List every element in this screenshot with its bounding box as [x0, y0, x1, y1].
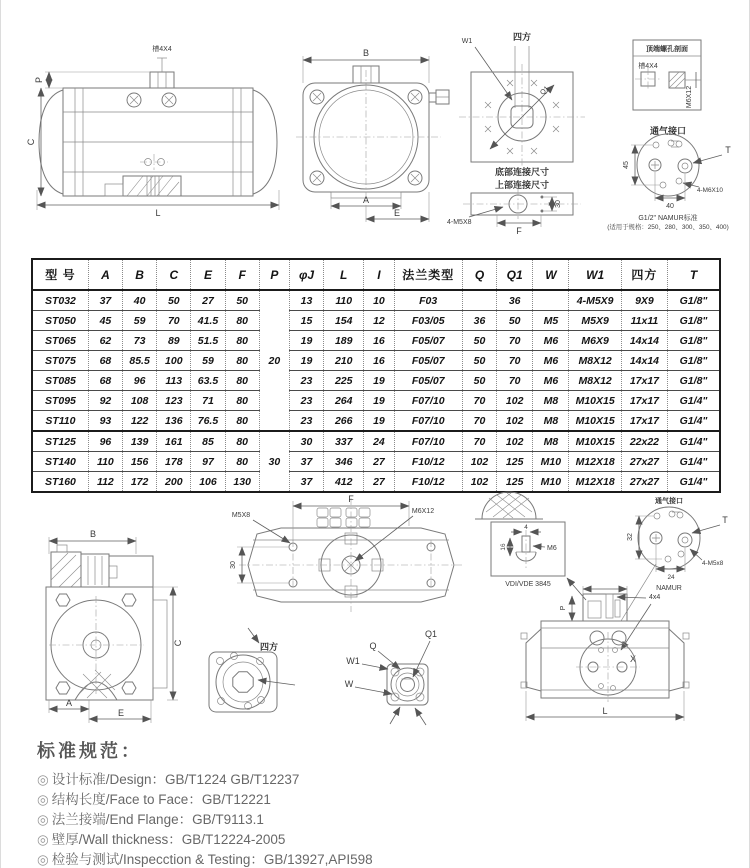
standard-item-text: 壁厚/Wall thickness：GB/T12224-2005: [51, 832, 286, 847]
table-cell: 27x27: [621, 472, 667, 493]
vdi-caption: VDI/VDE 3845: [505, 581, 551, 588]
table-cell: 264: [324, 391, 364, 411]
dim-label-30b: 30: [230, 561, 237, 569]
dim-label-b2: B: [89, 529, 97, 539]
namur-caption: NAMUR: [656, 585, 682, 592]
bullet-icon: ◎: [37, 772, 49, 787]
table-cell: 19: [364, 411, 394, 432]
table-header-cell: B: [123, 259, 157, 290]
table-cell: 89: [157, 331, 191, 351]
table-cell: 113: [157, 371, 191, 391]
table-cell: 97: [191, 452, 225, 472]
m5x8-label: M5X8: [231, 512, 251, 519]
t-port-label-2: T: [722, 515, 728, 525]
square-drive-view: [209, 628, 295, 712]
dim-label-45: 45: [623, 161, 630, 169]
bullet-icon: ◎: [37, 852, 49, 867]
standard-item: [37, 790, 373, 810]
table-cell: [462, 290, 496, 311]
table-cell: 16: [364, 331, 394, 351]
table-cell: 50: [225, 290, 259, 311]
table-cell: 36: [497, 290, 533, 311]
table-cell: 50: [462, 371, 496, 391]
standard-item: [37, 810, 373, 830]
table-cell: 110: [88, 452, 122, 472]
table-cell: 130: [225, 472, 259, 493]
section-box-title: 顶端螺孔剖面: [646, 46, 688, 53]
table-cell: 59: [123, 311, 157, 331]
table-cell: 24: [364, 431, 394, 452]
standard-item: [37, 830, 373, 850]
table-row: [32, 391, 720, 411]
table-cell: ST085: [32, 371, 88, 391]
table-header-cell: W: [533, 259, 569, 290]
table-row: [32, 351, 720, 371]
table-header-cell: F: [225, 259, 259, 290]
table-cell: 27: [364, 472, 394, 493]
table-cell: 80: [225, 371, 259, 391]
table-cell: G1/8": [668, 290, 720, 311]
table-cell: 27x27: [621, 452, 667, 472]
p-group-cell: 20: [259, 290, 289, 431]
middle-drawings: [1, 486, 750, 740]
namur-vent-view: [621, 496, 728, 621]
actuator-top-view: [230, 494, 463, 612]
standard-item-text: 设计标准/Design：GB/T1224 GB/T12237: [51, 772, 300, 787]
table-cell: F05/07: [394, 351, 462, 371]
table-cell: M5: [533, 311, 569, 331]
table-cell: M12X18: [569, 472, 621, 493]
table-cell: G1/4": [668, 452, 720, 472]
table-cell: 92: [88, 391, 122, 411]
table-cell: 80: [225, 452, 259, 472]
table-cell: F10/12: [394, 472, 462, 493]
table-cell: 156: [123, 452, 157, 472]
table-header-cell: C: [157, 259, 191, 290]
table-cell: 73: [123, 331, 157, 351]
table-cell: 85.5: [123, 351, 157, 371]
table-cell: M6: [533, 351, 569, 371]
table-header-cell: A: [88, 259, 122, 290]
table-cell: M5X9: [569, 311, 621, 331]
standards-section: [37, 737, 373, 868]
table-cell: 50: [462, 331, 496, 351]
table-cell: 23: [289, 411, 323, 432]
table-cell: ST050: [32, 311, 88, 331]
table-cell: ST160: [32, 472, 88, 493]
vdi-vde-detail: [475, 492, 586, 600]
table-cell: 14x14: [621, 351, 667, 371]
table-cell: 45: [88, 311, 122, 331]
table-cell: 266: [324, 411, 364, 432]
table-cell: 9X9: [621, 290, 667, 311]
table-cell: G1/8": [668, 311, 720, 331]
table-cell: M10: [533, 452, 569, 472]
table-cell: 123: [157, 391, 191, 411]
table-cell: 14x14: [621, 331, 667, 351]
output-flange-view: [345, 629, 437, 725]
table-cell: 125: [497, 472, 533, 493]
table-cell: 30: [289, 431, 323, 452]
table-cell: 80: [225, 331, 259, 351]
table-cell: 70: [497, 351, 533, 371]
standard-item-text: 结构长度/Face to Face：GB/T12221: [51, 792, 271, 807]
bolt-spec-label: 4-M5X8: [447, 219, 472, 226]
table-cell: 108: [123, 391, 157, 411]
dim-label-a2: A: [65, 698, 73, 708]
table-cell: 93: [88, 411, 122, 432]
table-header-cell: 四方: [621, 259, 667, 290]
dim-label-l2: L: [602, 706, 608, 716]
table-cell: 63.5: [191, 371, 225, 391]
table-cell: M8: [533, 411, 569, 432]
table-cell: 70: [462, 391, 496, 411]
table-cell: ST140: [32, 452, 88, 472]
table-cell: 102: [497, 431, 533, 452]
table-cell: M10X15: [569, 391, 621, 411]
table-cell: G1/4": [668, 391, 720, 411]
sifang-label: 四方: [512, 32, 532, 42]
table-cell: 70: [462, 411, 496, 432]
top-connection-view: [447, 179, 581, 236]
top-thread-section-box: [633, 40, 701, 110]
x-label: X: [629, 654, 637, 664]
table-cell: 136: [157, 411, 191, 432]
dim-label-40: 40: [666, 203, 674, 210]
table-cell: 37: [88, 290, 122, 311]
table-cell: 40: [123, 290, 157, 311]
table-cell: 85: [191, 431, 225, 452]
table-cell: 17x17: [621, 391, 667, 411]
table-cell: 200: [157, 472, 191, 493]
dim-label-30: 30: [555, 200, 562, 208]
actuator-end-view: [46, 529, 183, 723]
table-cell: 102: [497, 411, 533, 432]
slot-dim-label: 槽4X4: [152, 46, 172, 53]
table-cell: 27: [364, 452, 394, 472]
m6x12-label: M6X12: [411, 508, 435, 515]
table-cell: M10X15: [569, 431, 621, 452]
dim-label-p2: P: [560, 605, 567, 611]
bottom-connection-view: [459, 31, 585, 177]
dim-label-a: A: [362, 195, 370, 205]
w1-label: W1: [461, 38, 473, 45]
table-cell: 70: [497, 331, 533, 351]
table-cell: M10: [533, 472, 569, 493]
vent-caption-2: (适用于规格：250、280、300、350、400): [607, 224, 729, 231]
dim-label-l: L: [155, 208, 161, 218]
table-cell: 19: [289, 331, 323, 351]
vdi-dim-16: 16: [500, 543, 507, 551]
table-cell: ST110: [32, 411, 88, 432]
table-cell: 178: [157, 452, 191, 472]
table-cell: [533, 290, 569, 311]
actuator-side-view-2: [521, 586, 689, 721]
table-cell: 96: [123, 371, 157, 391]
actuator-side-view: [26, 44, 279, 218]
table-cell: 112: [88, 472, 122, 493]
table-cell: 19: [289, 351, 323, 371]
table-header-cell: E: [191, 259, 225, 290]
table-cell: 80: [225, 431, 259, 452]
dim-label-p: P: [34, 76, 44, 84]
standard-item: [37, 770, 373, 790]
table-cell: 36: [462, 311, 496, 331]
table-cell: G1/8": [668, 331, 720, 351]
table-cell: 68: [88, 371, 122, 391]
table-cell: 22x22: [621, 431, 667, 452]
table-cell: 23: [289, 391, 323, 411]
table-cell: G1/4": [668, 472, 720, 493]
table-cell: 19: [364, 391, 394, 411]
table-cell: 80: [225, 311, 259, 331]
screw-spec-label: M6X12: [686, 85, 693, 109]
table-cell: 10: [364, 290, 394, 311]
table-cell: F03: [394, 290, 462, 311]
table-cell: G1/8": [668, 371, 720, 391]
table-header-cell: W1: [569, 259, 621, 290]
vent-title: 通气接口: [649, 126, 687, 136]
table-row: [32, 452, 720, 472]
table-row: [32, 411, 720, 432]
table-cell: M8: [533, 431, 569, 452]
table-cell: 15: [289, 311, 323, 331]
table-cell: M12X18: [569, 452, 621, 472]
table-cell: 17x17: [621, 371, 667, 391]
table-cell: ST095: [32, 391, 88, 411]
bullet-icon: ◎: [37, 832, 49, 847]
vent-caption-1: G1/2" NAMUR标准: [638, 215, 698, 222]
dim-label-b: B: [362, 48, 370, 58]
table-cell: 12: [364, 311, 394, 331]
table-cell: 337: [324, 431, 364, 452]
table-cell: 70: [462, 431, 496, 452]
table-cell: 172: [123, 472, 157, 493]
table-cell: 139: [123, 431, 157, 452]
table-row: [32, 290, 720, 311]
table-cell: 4-M5X9: [569, 290, 621, 311]
dim-label-24: 24: [667, 574, 675, 581]
table-cell: 80: [225, 351, 259, 371]
table-header-cell: T: [668, 259, 720, 290]
dim-label-f2: F: [348, 494, 354, 504]
table-cell: G1/4": [668, 411, 720, 432]
w1-label-2: W1: [346, 656, 360, 666]
table-cell: F07/10: [394, 431, 462, 452]
w-label: W: [344, 679, 354, 689]
table-cell: 70: [157, 311, 191, 331]
dim-label-4x4: 4x4: [649, 594, 661, 601]
q-label: Q: [369, 641, 377, 651]
actuator-front-view: [296, 48, 449, 222]
bottom-conn-caption: 底部连接尺寸: [494, 167, 550, 177]
table-cell: F03/05: [394, 311, 462, 331]
table-cell: 102: [497, 391, 533, 411]
table-row: [32, 431, 720, 452]
table-cell: 76.5: [191, 411, 225, 432]
table-cell: 37: [289, 452, 323, 472]
dim-label-f: F: [516, 226, 522, 236]
table-cell: 71: [191, 391, 225, 411]
table-cell: 80: [225, 411, 259, 432]
table-header-cell: L: [324, 259, 364, 290]
table-cell: ST065: [32, 331, 88, 351]
dim-label-c2: C: [173, 639, 183, 647]
table-cell: 122: [123, 411, 157, 432]
table-cell: 68: [88, 351, 122, 371]
table-cell: 41.5: [191, 311, 225, 331]
table-cell: 16: [364, 351, 394, 371]
table-cell: 102: [462, 472, 496, 493]
table-cell: 125: [497, 452, 533, 472]
p-group-cell: 30: [259, 431, 289, 492]
dim-label-e: E: [393, 208, 401, 218]
table-cell: M6: [533, 371, 569, 391]
table-cell: G1/4": [668, 431, 720, 452]
table-cell: 189: [324, 331, 364, 351]
table-header-cell: P: [259, 259, 289, 290]
table-row: [32, 371, 720, 391]
dim-label-32: 32: [627, 533, 634, 541]
table-cell: 27: [191, 290, 225, 311]
dim-label-c: C: [26, 138, 36, 146]
bullet-icon: ◎: [37, 792, 49, 807]
table-header-cell: φJ: [289, 259, 323, 290]
table-row: [32, 311, 720, 331]
table-cell: 11x11: [621, 311, 667, 331]
table-cell: M8X12: [569, 371, 621, 391]
table-cell: 225: [324, 371, 364, 391]
table-cell: 110: [324, 290, 364, 311]
standard-item-text: 检验与测试/Inspecction & Testing：GB/13927,API598: [51, 852, 373, 867]
table-cell: 37: [289, 472, 323, 493]
vdi-m6-label: M6: [547, 545, 557, 552]
top-conn-caption: 上部连接尺寸: [494, 180, 550, 190]
vent-interface-view: [607, 125, 731, 231]
dim-label-e2: E: [117, 708, 125, 718]
table-cell: 50: [462, 351, 496, 371]
table-cell: 23: [289, 371, 323, 391]
table-cell: 19: [364, 371, 394, 391]
table-cell: F10/12: [394, 452, 462, 472]
table-cell: ST125: [32, 431, 88, 452]
standard-item: [37, 850, 373, 868]
table-header-cell: 法兰类型: [394, 259, 462, 290]
table-cell: M10X15: [569, 411, 621, 432]
table-cell: M8: [533, 391, 569, 411]
table-cell: 70: [497, 371, 533, 391]
table-row: [32, 331, 720, 351]
namur-bolt-label: 4-M5x8: [702, 560, 724, 567]
sifang-label-2: 四方: [259, 642, 279, 652]
table-cell: 412: [324, 472, 364, 493]
table-cell: G1/8": [668, 351, 720, 371]
table-cell: 96: [88, 431, 122, 452]
table-cell: 346: [324, 452, 364, 472]
table-cell: F05/07: [394, 331, 462, 351]
vdi-dim-4: 4: [524, 524, 528, 531]
slot-label-2: 槽4X4: [638, 63, 658, 70]
table-cell: 106: [191, 472, 225, 493]
vent-bolt-label: 4-M6X10: [697, 187, 723, 194]
standard-item-text: 法兰接端/End Flange：GB/T9113.1: [51, 812, 264, 827]
top-drawings: [1, 0, 750, 256]
table-cell: 161: [157, 431, 191, 452]
table-cell: F07/10: [394, 391, 462, 411]
t-port-label: T: [725, 145, 731, 155]
table-cell: ST032: [32, 290, 88, 311]
q1-diagonal-label: Q1: [539, 85, 551, 97]
table-cell: F07/10: [394, 411, 462, 432]
table-header-cell: Q: [462, 259, 496, 290]
table-cell: ST075: [32, 351, 88, 371]
dimension-table: [31, 258, 721, 493]
table-cell: 62: [88, 331, 122, 351]
table-cell: 59: [191, 351, 225, 371]
table-cell: 80: [225, 391, 259, 411]
table-header-cell: 型 号: [32, 259, 88, 290]
table-cell: 102: [462, 452, 496, 472]
table-cell: M6: [533, 331, 569, 351]
bullet-icon: ◎: [37, 812, 49, 827]
table-cell: 100: [157, 351, 191, 371]
table-cell: 51.5: [191, 331, 225, 351]
table-cell: 13: [289, 290, 323, 311]
table-header-cell: I: [364, 259, 394, 290]
q1-label: Q1: [424, 629, 438, 639]
table-cell: 17x17: [621, 411, 667, 432]
table-cell: 50: [497, 311, 533, 331]
standards-title: 标准规范：: [37, 741, 142, 761]
table-cell: 154: [324, 311, 364, 331]
namur-vent-title: 通气接口: [655, 498, 683, 505]
table-header-cell: Q1: [497, 259, 533, 290]
table-cell: F05/07: [394, 371, 462, 391]
table-cell: 50: [157, 290, 191, 311]
table-cell: 210: [324, 351, 364, 371]
dimension-table-section: [31, 258, 721, 493]
table-cell: M8X12: [569, 351, 621, 371]
table-cell: M6X9: [569, 331, 621, 351]
